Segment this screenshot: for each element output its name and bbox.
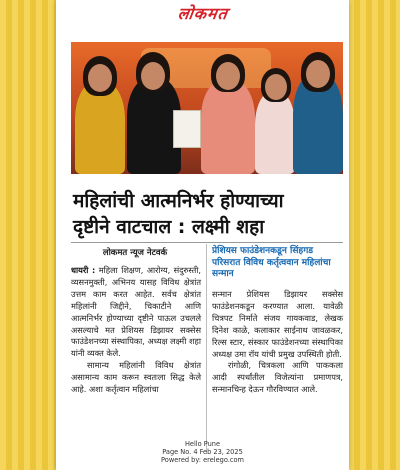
clipping-footer	[56, 440, 349, 464]
left-paragraph-1: धायरी : महिला शिक्षण, आरोग्य, संदुरुस्ती, व्यसनमुक्ती, अभिनय यासह विविध क्षेत्रांत उत्तम काम करत आहेत. सर्वच क्षेत्रांत महिलांनी जिद्दीने, चिकाटीने आणि आत्मनिर्भर होण्याच्या दृष्टीने पाऊल उचलले असल्याचे मत प्रेशियस डिझायर सक्सेस फाउंडेशनच्या संस्थापिका, अध्यक्ष लक्ष्मी शहा यांनी व्यक्त केले.	[71, 265, 201, 359]
footer-edition: Hello Pune	[184, 440, 221, 448]
dateline: धायरी :	[71, 265, 96, 275]
footer-page-date: Page No. 4 Feb 23, 2025	[162, 448, 243, 456]
right-paragraph-1: सन्मान प्रेशियस डिझायर सक्सेस फाउंडेशनकडून करण्यात आला. यावेळी चित्रपट निर्माते संजय गायकवाड, लेखक दिनेश काळे, कलाकार साईनाथ जावळकर, रिल्स स्टार, संस्कार फाउंडेशनच्या संस्थापिका अध्यक्ष उमा रॉय यांची प्रमुख उपस्थिती होती.	[212, 289, 343, 359]
headline-line-1: महिलांची आत्मनिर्भर होण्याच्या	[73, 190, 284, 212]
article-subheading: प्रेशियस फाउंडेशनकडून सिंहगड परिसरात विविध कर्तृत्ववान महिलांचा सन्मान	[212, 246, 331, 279]
byline: लोकमत न्यूज नेटवर्क	[102, 248, 168, 258]
right-paragraph-2: रांगोळी, चित्रकला आणि पाककला आदी स्पर्धांतील विजेत्यांना प्रमाणपत्र, सन्मानचिन्ह देऊन गौरविण्यात आले.	[212, 360, 343, 395]
headline-rule	[71, 242, 343, 243]
article-right-column	[212, 289, 343, 396]
footer-powered-by: Powered by: erelego.com	[161, 456, 244, 464]
newspaper-clipping	[56, 0, 349, 470]
masthead-logo: लोकमत	[176, 4, 229, 23]
article-photo	[71, 42, 343, 174]
certificate	[173, 110, 201, 148]
article-headline	[73, 188, 341, 240]
left-paragraph-2: सामान्य महिलांनी विविध क्षेत्रांत असामान्य काम करून स्वतःला सिद्ध केले आहे. अशा कर्तृत्वान महिलांचा	[71, 360, 201, 395]
article-left-column	[71, 265, 201, 396]
headline-line-2: दृष्टीने वाटचाल : लक्ष्मी शहा	[73, 216, 265, 238]
newspaper-masthead	[56, 2, 349, 26]
column-divider	[206, 244, 207, 454]
